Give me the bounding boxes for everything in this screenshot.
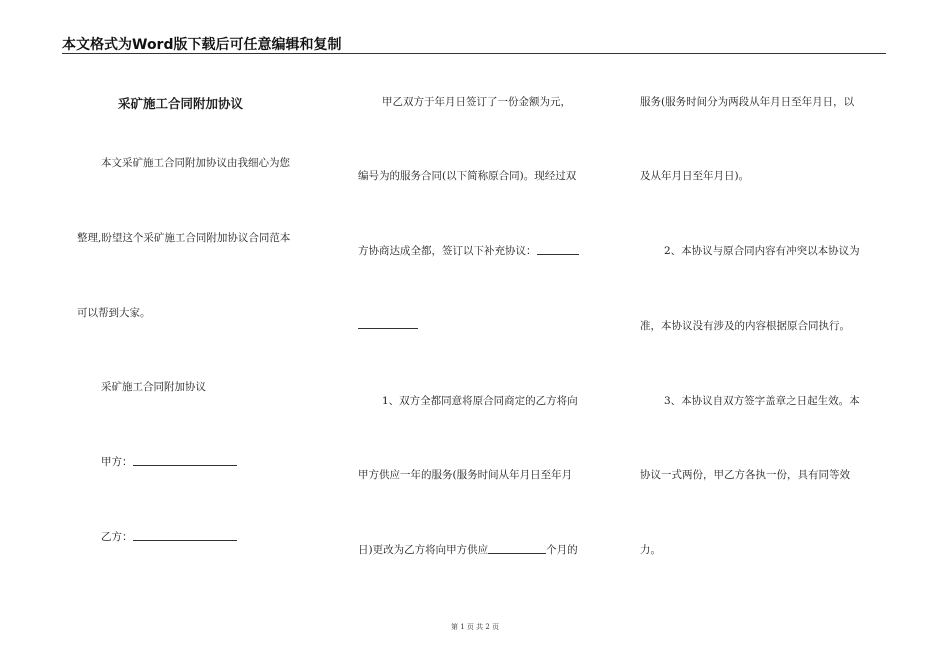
- intro-line-1: 本文采矿施工合同附加协议由我细心为您: [101, 157, 290, 169]
- supplement-intro: 方协商达成全都，签订以下补充协议：: [358, 245, 537, 257]
- middle-line-5: 1、双方全都同意将原合同商定的乙方将向: [382, 395, 578, 407]
- right-line-3: 2、本协议与原合同内容有冲突以本协议为: [664, 245, 860, 257]
- party-b-row: [101, 529, 237, 544]
- header-divider: [62, 53, 886, 54]
- right-line-6: 协议一式两份，甲乙方各执一份，具有同等效: [640, 469, 850, 481]
- right-line-7: 力。: [640, 544, 661, 556]
- right-line-5: 3、本协议自双方签字盖章之日起生效。本: [664, 395, 860, 407]
- party-a-label: 甲方：: [101, 456, 133, 468]
- page-number: 第 1 页 共 2 页: [450, 623, 500, 631]
- party-b-blank: [133, 530, 237, 541]
- right-line-4: 准，本协议没有涉及的内容根据原合同执行。: [640, 320, 850, 332]
- supplement-blank-1: [537, 244, 579, 255]
- document-header: 本文格式为Word版下载后可任意编辑和复制: [62, 37, 342, 53]
- right-line-2: 及从年月日至年月日)。: [640, 170, 750, 182]
- party-a-row: [101, 454, 237, 469]
- supplement-blank-2: [358, 318, 418, 329]
- intro-line-3: 可以帮到大家。: [77, 307, 151, 319]
- party-b-label: 乙方：: [101, 531, 133, 543]
- party-a-blank: [133, 455, 237, 466]
- intro-line-2: 整理,盼望这个采矿施工合同附加协议合同范本: [77, 232, 291, 244]
- months-blank: [488, 543, 546, 554]
- middle-line-3: [358, 243, 579, 258]
- middle-line-6: 甲方供应一年的服务(服务时间从年月日至年月: [358, 469, 573, 481]
- middle-line-7-start: 日)更改为乙方将向甲方供应: [358, 544, 489, 556]
- right-line-1: 服务(服务时间分为两段从年月日至年月日，以: [640, 96, 855, 108]
- agreement-subtitle: 采矿施工合同附加协议: [101, 381, 206, 393]
- middle-line-7-end: 个月的: [546, 544, 578, 556]
- middle-line-1: 甲乙双方于年月日签订了一份金额为元，: [382, 96, 571, 108]
- document-title: 采矿施工合同附加协议: [118, 96, 244, 111]
- middle-line-7: [358, 542, 578, 557]
- middle-line-4: [358, 318, 418, 331]
- middle-line-2: 编号为的服务合同(以下简称原合同)。现经过双: [358, 170, 577, 182]
